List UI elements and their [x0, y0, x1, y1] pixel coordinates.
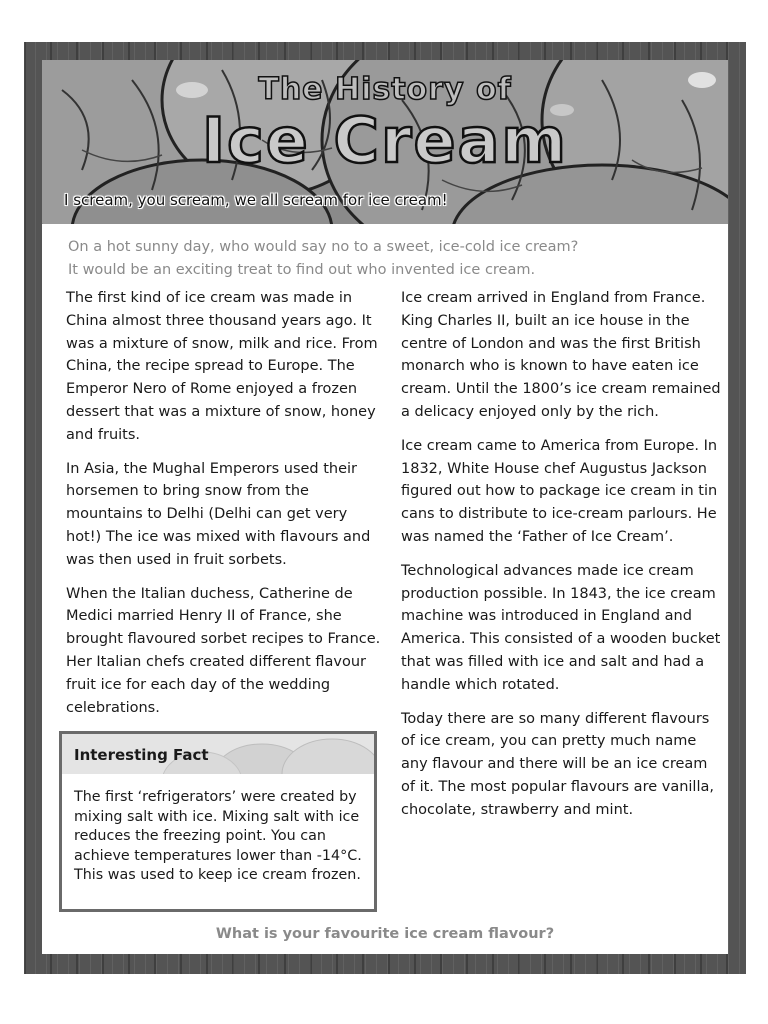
intro-line: It would be an exciting treat to find out who invented ice cream.: [68, 262, 536, 278]
right-column: [401, 287, 721, 833]
paragraph: Today there are so many different flavours of ice cream, you can pretty much name any flavour and there will be an ice cream of it. The most popular flavours are vanilla, chocolate, strawberry and mint.: [401, 710, 714, 818]
page-title: Ice Cream: [201, 104, 569, 177]
fact-box-title: Interesting Fact: [74, 746, 209, 764]
header-banner: [42, 60, 728, 224]
paragraph: In Asia, the Mughal Emperors used their horsemen to bring snow from the mountains to Delhi (Delhi can get very hot!) The ice was mixed with flavours and was then used in fruit sorbets.: [66, 460, 371, 568]
closing-question: What is your favourite ice cream flavour?: [215, 926, 555, 942]
paragraph: Technological advances made ice cream production possible. In 1843, the ice cream machine was introduced in England and America. This consisted of a wooden bucket that was filled with ice and salt and had a handle which rotated.: [401, 562, 721, 693]
paragraph: Ice cream arrived in England from France. King Charles II, built an ice house in the centre of London and was the first British monarch who is known to have eaten ice cream. Until the 1800’s ice cream remained a delicacy enjoyed only by the rich.: [401, 290, 721, 420]
paragraph: The first kind of ice cream was made in China almost three thousand years ago. It was a mixture of snow, milk and rice. From China, the recipe spread to Europe. The Emperor Nero of Rome enjoyed a frozen dessert that was a mixture of snow, honey and fruits.: [66, 290, 378, 443]
paragraph: Ice cream came to America from Europe. In 1832, White House chef Augustus Jackson figured out how to package ice cream in tin cans to distribute to ice-cream parlours. He was named the ‘Father of Ice Cream’.: [401, 437, 718, 545]
interesting-fact-box: [59, 731, 377, 912]
intro: [68, 236, 708, 282]
fact-box-header: [62, 734, 374, 774]
title-line-small: The History of: [258, 72, 512, 107]
left-column: [66, 287, 381, 730]
paragraph: When the Italian duchess, Catherine de Medici married Henry II of France, she brought flavoured sorbet recipes to France. Her Italian chefs created different flavour fruit ice for each day of the wedding celebrations.: [66, 585, 381, 716]
fact-box-text: The first ‘refrigerators’ were created by mixing salt with ice. Mixing salt with ice reduces the freezing point. You can achieve temperatures lower than -14°C. This was used to keep ice cream frozen.: [74, 789, 362, 883]
intro-line: On a hot sunny day, who would say no to a sweet, ice-cold ice cream?: [68, 239, 579, 255]
subtitle: I scream, you scream, we all scream for ice cream!: [64, 191, 448, 209]
